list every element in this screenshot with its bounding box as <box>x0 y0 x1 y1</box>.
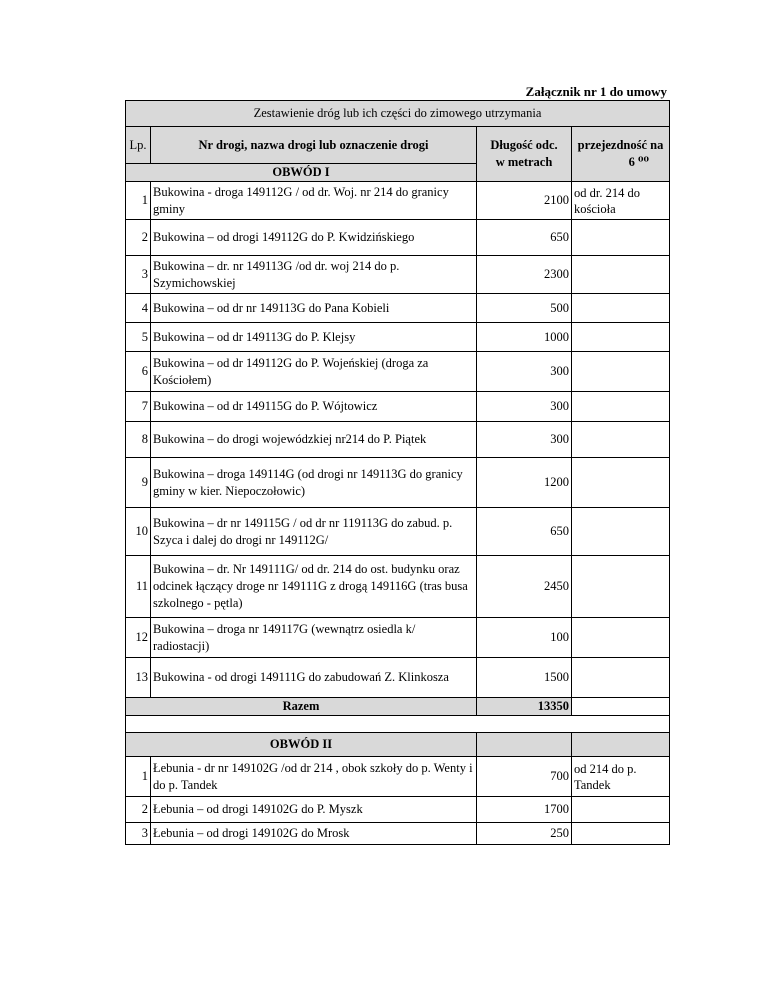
row-length: 650 <box>477 508 572 556</box>
district2-title-row <box>126 733 670 757</box>
row-note <box>572 256 670 294</box>
roads-table <box>125 100 670 845</box>
row-road: Łebunia – od drogi 149102G do P. Myszk <box>151 797 477 823</box>
row-note <box>572 323 670 352</box>
spacer-row <box>126 716 670 733</box>
row-length: 1500 <box>477 658 572 698</box>
row-road: Bukowina – od dr 149115G do P. Wójtowicz <box>151 392 477 422</box>
row-length: 2100 <box>477 182 572 220</box>
row-lp: 2 <box>126 797 151 823</box>
row-road: Łebunia – od drogi 149102G do Mrosk <box>151 823 477 845</box>
row-lp: 7 <box>126 392 151 422</box>
header-lp: Lp. <box>126 127 151 164</box>
row-note <box>572 220 670 256</box>
row-length: 700 <box>477 757 572 797</box>
row-lp: 8 <box>126 422 151 458</box>
table-row <box>126 508 670 556</box>
row-lp: 11 <box>126 556 151 618</box>
row-lp: 1 <box>126 182 151 220</box>
header-passable-line1: przejezdność na <box>577 138 664 152</box>
district2-title: OBWÓD II <box>126 733 477 757</box>
row-road: Bukowina – do drogi wojewódzkiej nr214 do P. Piątek <box>151 422 477 458</box>
row-length: 1000 <box>477 323 572 352</box>
table-title-row <box>126 101 670 127</box>
table-row <box>126 323 670 352</box>
table-title: Zestawienie dróg lub ich części do zimowego utrzymania <box>126 101 670 127</box>
row-note <box>572 556 670 618</box>
row-length: 300 <box>477 352 572 392</box>
row-road: Bukowina - od drogi 149111G do zabudowań Z. Klinkosza <box>151 658 477 698</box>
header-row <box>126 127 670 164</box>
row-note <box>572 294 670 323</box>
table-row <box>126 294 670 323</box>
row-note <box>572 658 670 698</box>
table-row <box>126 797 670 823</box>
table-row <box>126 556 670 618</box>
row-length: 1200 <box>477 458 572 508</box>
row-lp: 3 <box>126 256 151 294</box>
row-length: 650 <box>477 220 572 256</box>
row-lp: 1 <box>126 757 151 797</box>
table-row <box>126 220 670 256</box>
row-lp: 4 <box>126 294 151 323</box>
row-road: Bukowina – dr. Nr 149111G/ od dr. 214 do ost. budynku oraz odcinek łączący droge nr 149111G z drogą 149116G (tras busa szkolnego - pętla) <box>151 556 477 618</box>
row-note <box>572 797 670 823</box>
header-passable <box>572 127 670 182</box>
row-lp: 6 <box>126 352 151 392</box>
row-length: 1700 <box>477 797 572 823</box>
row-note: od 214 do p. Tandek <box>572 757 670 797</box>
row-lp: 13 <box>126 658 151 698</box>
header-passable-line2: 6 ⁰⁰ <box>628 155 649 169</box>
row-road: Bukowina – dr. nr 149113G /od dr. woj 214 do p. Szymichowskiej <box>151 256 477 294</box>
table-row <box>126 458 670 508</box>
row-lp: 3 <box>126 823 151 845</box>
row-note <box>572 618 670 658</box>
table-row <box>126 422 670 458</box>
row-road: Bukowina – od dr nr 149113G do Pana Kobieli <box>151 294 477 323</box>
header-length <box>477 127 572 182</box>
row-length: 500 <box>477 294 572 323</box>
row-length: 250 <box>477 823 572 845</box>
row-road: Bukowina – droga 149114G (od drogi nr 149113G do granicy gminy w kier. Niepoczołowic) <box>151 458 477 508</box>
row-road: Łebunia - dr nr 149102G /od dr 214 , obok szkoły do p. Wenty i do p. Tandek <box>151 757 477 797</box>
row-road: Bukowina – dr nr 149115G / od dr nr 119113G do zabud. p. Szyca i dalej do drogi nr 149112G/ <box>151 508 477 556</box>
row-length: 100 <box>477 618 572 658</box>
row-road: Bukowina - droga 149112G / od dr. Woj. nr 214 do granicy gminy <box>151 182 477 220</box>
table-row <box>126 823 670 845</box>
header-length-line2: w metrach <box>495 155 553 169</box>
spacer-cell <box>126 716 670 733</box>
row-note <box>572 458 670 508</box>
table-row <box>126 618 670 658</box>
row-note <box>572 352 670 392</box>
district1-title: OBWÓD I <box>126 164 477 182</box>
header-road: Nr drogi, nazwa drogi lub oznaczenie drogi <box>151 127 477 164</box>
row-road: Bukowina – od dr 149112G do P. Wojeńskiej (droga za Kościołem) <box>151 352 477 392</box>
table-row <box>126 658 670 698</box>
district2-title-empty <box>477 733 572 757</box>
table-row <box>126 352 670 392</box>
row-note <box>572 508 670 556</box>
table-row <box>126 757 670 797</box>
total-label: Razem <box>126 698 477 716</box>
row-length: 2300 <box>477 256 572 294</box>
row-road: Bukowina – od dr 149113G do P. Klejsy <box>151 323 477 352</box>
row-road: Bukowina – od drogi 149112G do P. Kwidzińskiego <box>151 220 477 256</box>
row-lp: 10 <box>126 508 151 556</box>
row-note <box>572 823 670 845</box>
district2-title-empty <box>572 733 670 757</box>
row-lp: 9 <box>126 458 151 508</box>
row-note: od dr. 214 do kościoła <box>572 182 670 220</box>
row-lp: 2 <box>126 220 151 256</box>
total-value: 13350 <box>477 698 572 716</box>
attachment-label: Załącznik nr 1 do umowy <box>525 84 667 99</box>
row-length: 2450 <box>477 556 572 618</box>
table-row <box>126 392 670 422</box>
total-row <box>126 698 670 716</box>
table-row <box>126 182 670 220</box>
total-empty <box>572 698 670 716</box>
row-note <box>572 392 670 422</box>
row-lp: 5 <box>126 323 151 352</box>
row-length: 300 <box>477 392 572 422</box>
row-length: 300 <box>477 422 572 458</box>
table-row <box>126 256 670 294</box>
row-lp: 12 <box>126 618 151 658</box>
row-note <box>572 422 670 458</box>
header-length-line1: Długość odc. <box>490 138 558 152</box>
row-road: Bukowina – droga nr 149117G (wewnątrz osiedla k/ radiostacji) <box>151 618 477 658</box>
